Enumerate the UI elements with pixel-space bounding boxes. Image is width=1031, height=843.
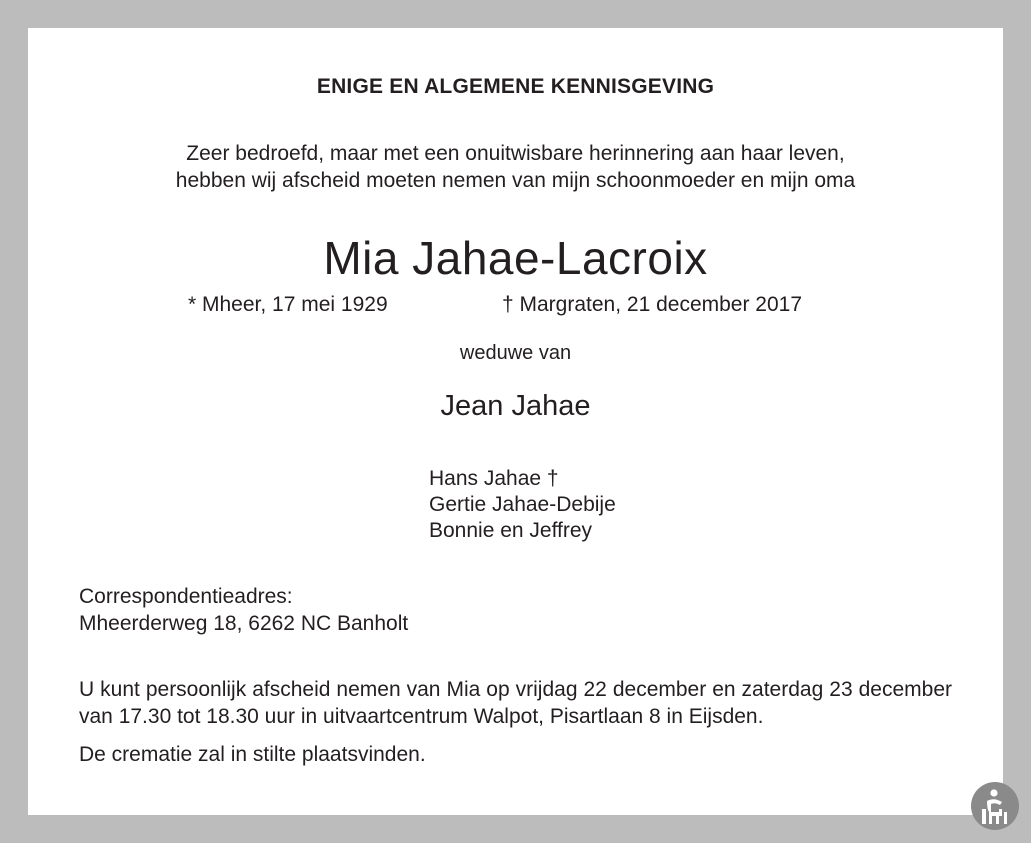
family-member: Bonnie en Jeffrey (429, 519, 593, 542)
spouse-name: Jean Jahae (440, 390, 591, 422)
deceased-name: Mia Jahae-Lacroix (323, 232, 708, 284)
family-member: Hans Jahae † (429, 467, 559, 490)
memorial-figure-icon (971, 782, 1019, 830)
correspondence-label: Correspondentieadres: (79, 585, 293, 608)
intro-line-1: Zeer bedroefd, maar met een onuitwisbare herinnering aan haar leven, (186, 142, 845, 165)
birth-info: * Mheer, 17 mei 1929 (188, 293, 388, 316)
notice-card (28, 28, 1003, 815)
cremation-note: De crematie zal in stilte plaatsvinden. (79, 743, 426, 766)
widow-of-label: weduwe van (459, 342, 572, 364)
family-member: Gertie Jahae-Debije (429, 493, 616, 516)
notice-heading: ENIGE EN ALGEMENE KENNISGEVING (316, 75, 715, 98)
death-info: † Margraten, 21 december 2017 (502, 293, 803, 316)
farewell-paragraph: U kunt persoonlijk afscheid nemen van Mia op vrijdag 22 december en zaterdag 23 december van 17.30 tot 18.30 uur in uitvaartcentrum Walpot, Pisartlaan 8 in Eijsden. (79, 678, 952, 728)
intro-line-2: hebben wij afscheid moeten nemen van mijn schoonmoeder en mijn oma (175, 169, 856, 192)
correspondence-address: Mheerderweg 18, 6262 NC Banholt (79, 612, 409, 635)
